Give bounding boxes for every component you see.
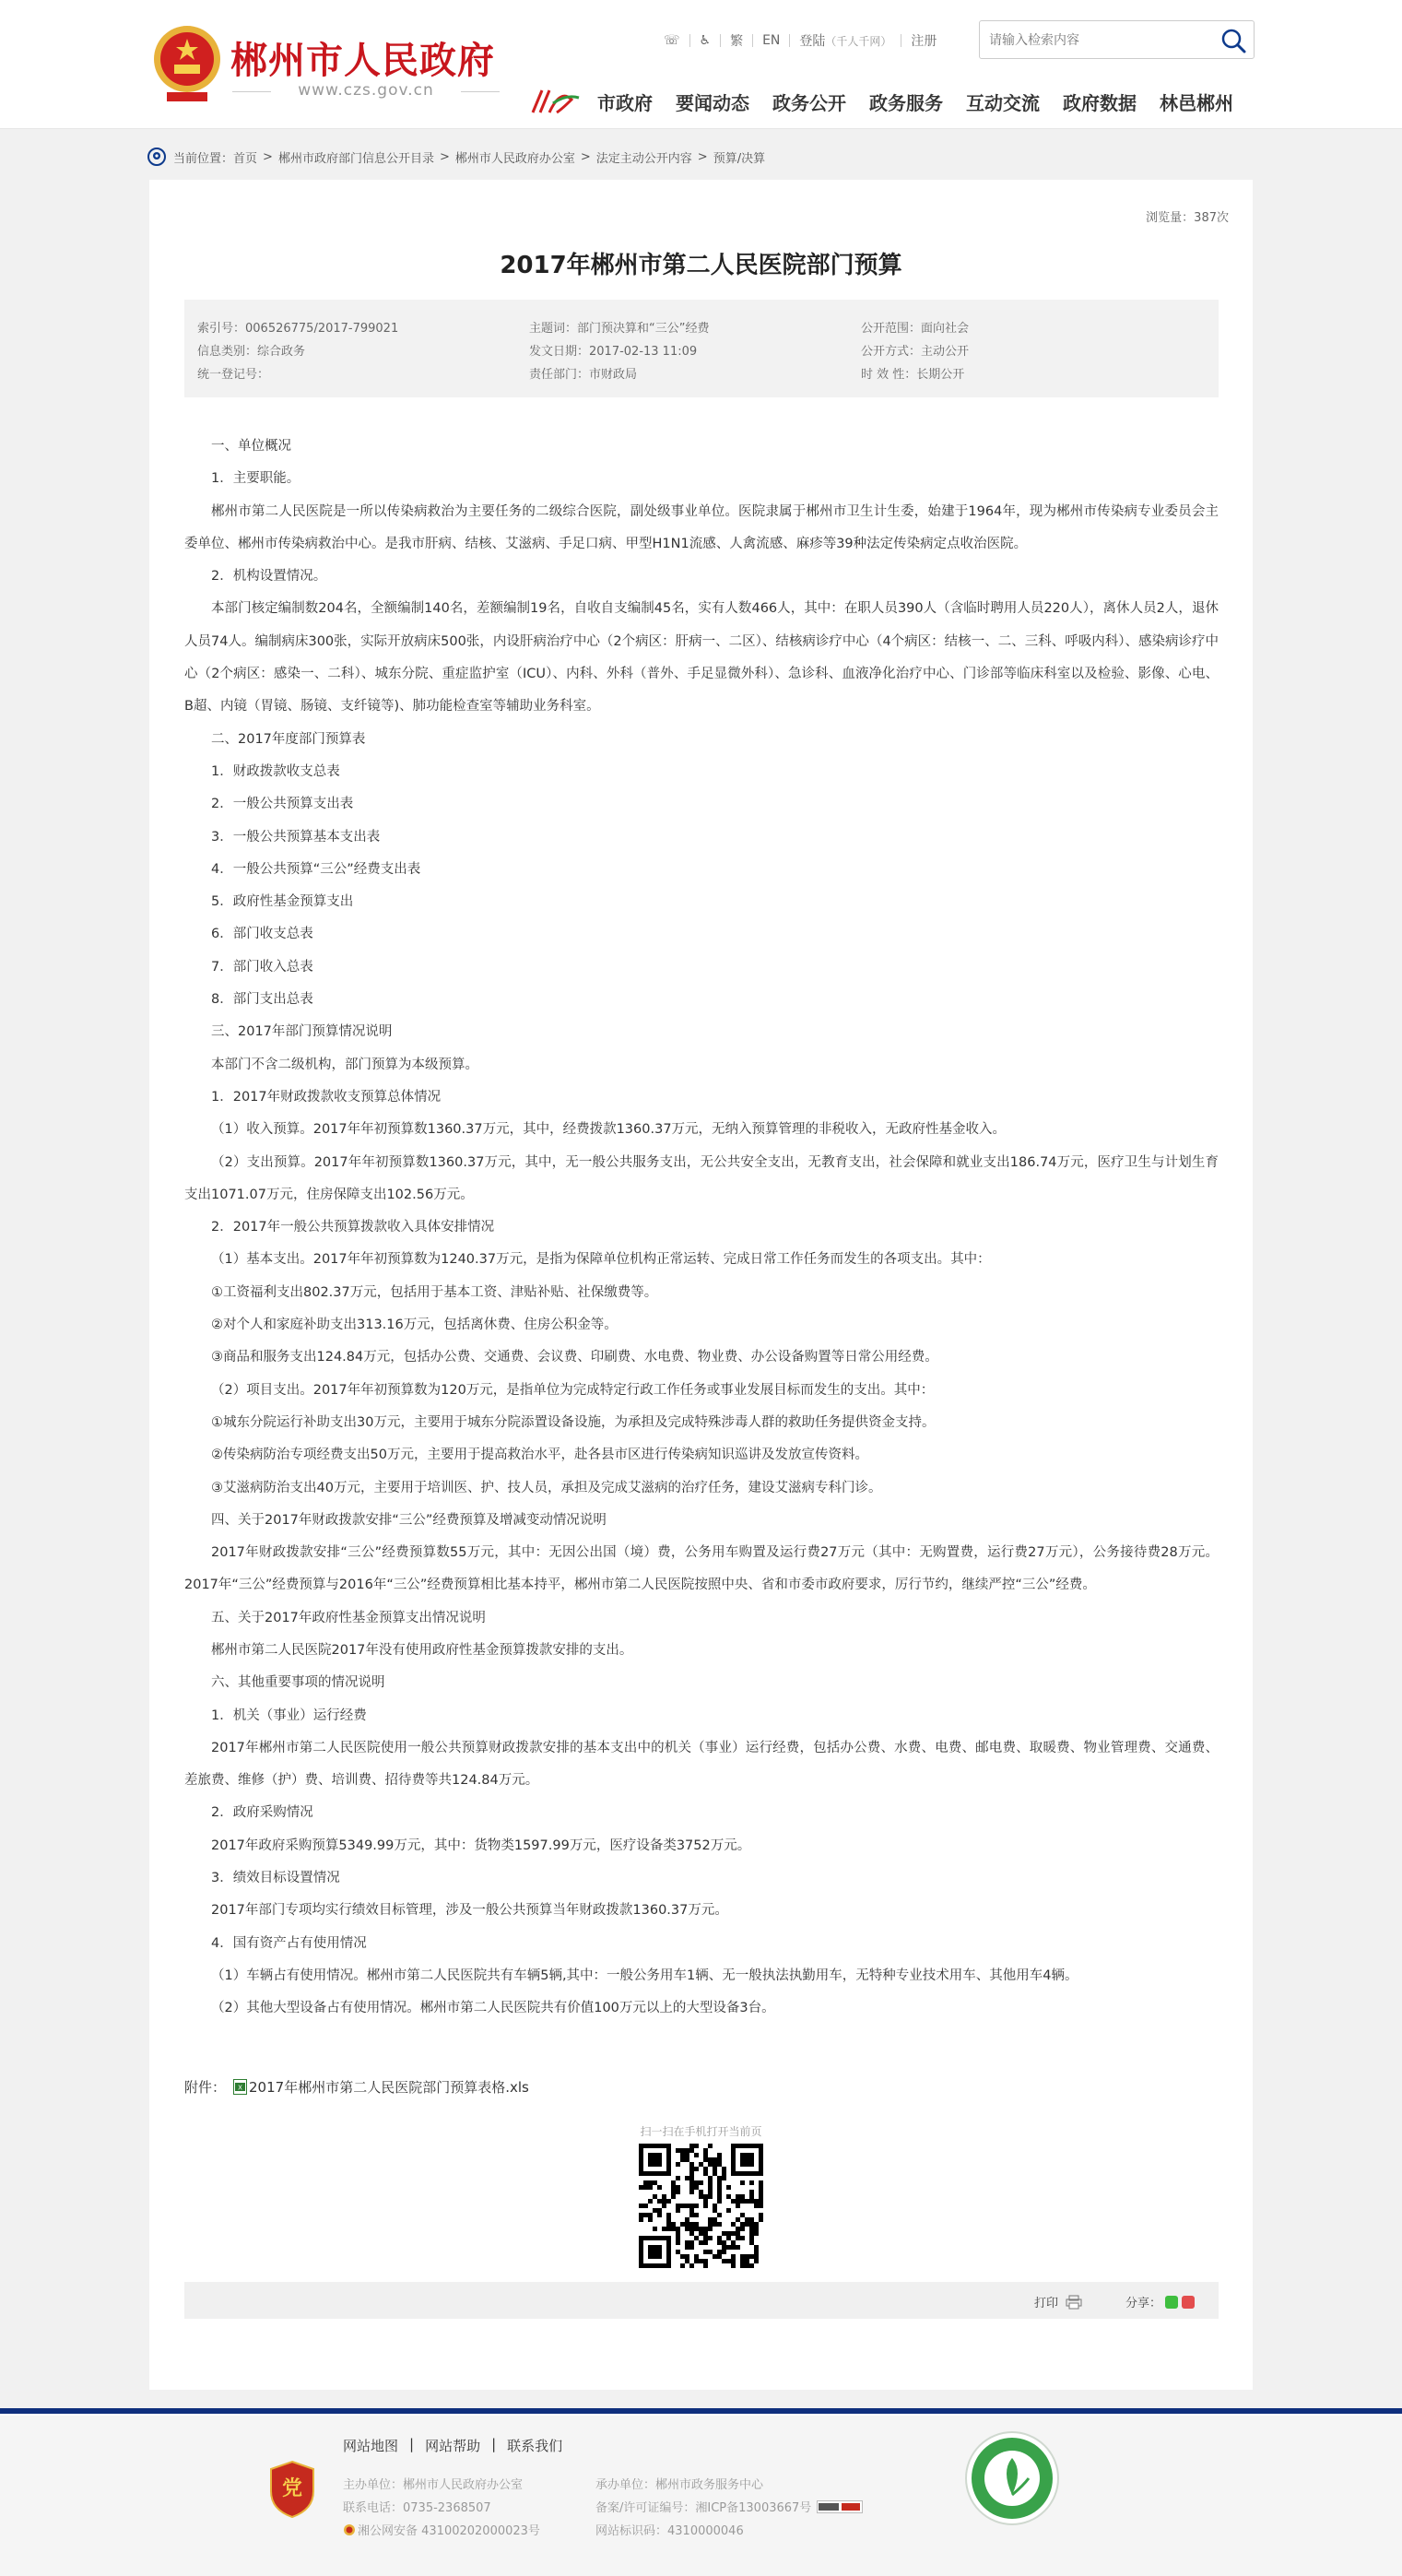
footer-separator: |: [409, 2436, 415, 2452]
breadcrumb-separator: >: [439, 149, 450, 164]
article-body: [184, 431, 1219, 2026]
article-paragraph: 郴州市第二人民医院是一所以传染病救治为主要任务的二级综合医院，副处级事业单位。医院隶属于郴州市卫生计生委，始建于1964年，现为郴州市传染病专业委员会主委单位、郴州市传染病救治中心。是我市肝病、结核、艾滋病、手足口病、甲型H1N1流感、人禽流感、麻疹等39种法定传染病定点收治医院。: [184, 503, 1219, 551]
article-paragraph: ③艾滋病防治支出40万元，主要用于培训医、护、技人员，承担及完成艾滋病的治疗任务，建设艾滋病专科门诊。: [211, 1480, 882, 1495]
article-paragraph: ②对个人和家庭补助支出313.16万元，包括离休费、住房公积金等。: [211, 1318, 618, 1333]
meta-category: 信息类别：综合政务: [197, 345, 306, 359]
breadcrumb: [147, 148, 765, 166]
police-badge-icon: [343, 2523, 356, 2536]
share-label: 分享：: [1125, 2297, 1161, 2310]
breadcrumb-home[interactable]: 首页: [233, 151, 258, 166]
footer-links: [343, 2436, 562, 2455]
article-toolbar: [184, 2282, 1219, 2319]
national-emblem-icon[interactable]: [152, 22, 222, 103]
footer-separator: |: [491, 2436, 497, 2452]
article-paragraph: 四、关于2017年财政拨款安排“三公”经费预算及增减变动情况说明: [211, 1512, 607, 1528]
wheelchair-icon[interactable]: ♿: [699, 33, 712, 48]
article-paragraph: 六、其他重要事项的情况说明: [211, 1675, 385, 1691]
breadcrumb-catalog[interactable]: 郴州市政府部门信息公开目录: [277, 151, 434, 166]
meta-subject: 主题词：部门预决算和“三公”经费: [529, 322, 710, 336]
location-pin-icon: [147, 148, 166, 166]
svg-text:党: 党: [281, 2476, 303, 2500]
footer-contact-link[interactable]: 联系我们: [507, 2438, 563, 2454]
meta-reg-no: 统一登记号：: [197, 368, 270, 382]
site-name[interactable]: 郴州市人民政府: [230, 40, 495, 82]
footer-icp-text: 备案/许可证编号：湘ICP备13003667号: [595, 2501, 812, 2515]
article-paragraph: （1）收入预算。2017年年初预算数1360.37万元，其中，经费拨款1360.37万元，无纳入预算管理的非税收入，无政府性基金收入。: [211, 1122, 1007, 1138]
footer-police-text: 湘公网安备 43100202000023号: [358, 2524, 540, 2538]
article-paragraph: （2）支出预算。2017年年初预算数1360.37万元，其中，无一般公共服务支出，无公共安全支出，无教育支出，社会保障和就业支出186.74万元，医疗卫生与计划生育支出1071.07万元，住房保障支出102.56万元。: [184, 1154, 1219, 1202]
print-button[interactable]: [1034, 2293, 1082, 2310]
article-paragraph: 2．一般公共预算支出表: [211, 797, 354, 812]
nav-linyi-chenzhou[interactable]: 林邑郴州: [1160, 92, 1233, 114]
nav-news[interactable]: 要闻动态: [676, 92, 749, 114]
breadcrumb-separator: >: [263, 149, 273, 164]
article-paragraph: ①城东分院运行补助支出30万元，主要用于城东分院添置设备设施，为承担及完成特殊涉毒人群的救助任务提供资金支持。: [211, 1414, 936, 1430]
article-paragraph: 3．绩效目标设置情况: [211, 1871, 340, 1886]
breadcrumb-office[interactable]: 郴州市人民政府办公室: [454, 151, 575, 166]
article-paragraph: 一、单位概况: [211, 439, 291, 454]
divider: [789, 34, 790, 47]
nav-government-affairs-open[interactable]: 政务公开: [772, 92, 846, 114]
article-paragraph: 郴州市第二人民医院2017年没有使用政府性基金预算拨款安排的支出。: [211, 1642, 633, 1658]
article-paragraph: 2017年政府采购预算5349.99万元，其中：货物类1597.99万元，医疗设备类3752万元。: [211, 1837, 751, 1853]
share-bar: [1125, 2293, 1195, 2310]
meta-date: 发文日期：2017-02-13 11:09: [529, 345, 698, 359]
traditional-chinese-link[interactable]: 繁: [730, 34, 744, 49]
article-paragraph: 2．机构设置情况。: [211, 569, 327, 585]
article-paragraph: 2．政府采购情况: [211, 1805, 313, 1821]
article-paragraph: 8．部门支出总表: [211, 992, 313, 1008]
accessibility-icon[interactable]: ☏: [664, 33, 680, 48]
footer-operator: 承办单位：郴州市政务服务中心: [595, 2478, 764, 2492]
meta-scope: 公开范围：面向社会: [861, 322, 970, 336]
attachment: [184, 2077, 529, 2097]
article-paragraph: 1．机关（事业）运行经费: [211, 1707, 367, 1723]
register-link[interactable]: 注册: [911, 34, 937, 49]
footer-sitemap-link[interactable]: 网站地图: [343, 2438, 399, 2454]
footer-host: 主办单位：郴州市人民政府办公室: [343, 2478, 524, 2492]
article-paragraph: 本部门核定编制数204名，全额编制140名，差额编制19名，自收自支编制45名，实有人数466人，其中：在职人员390人（含临时聘用人员220人），离休人员2人，退休人员74人。编制病床300张，实际开放病床500张，内设肝病治疗中心（2个病区：肝病一、二区）、结核病诊疗中心（4个病区：结核一、二、三科、呼吸内科）、感染病诊疗中心（2个病区：感染一、二科）、城东分院、重症监护室（ICU）、内科、外科（普外、手足显微外科）、急诊科、血液净化治疗中心、门诊部等临床科室以及检验、影像、心电、B超、内镜（胃镜、肠镜、支纤镜等)、肺功能检查室等辅助业务科室。: [184, 601, 1219, 715]
article-paragraph: （1）车辆占有使用情况。郴州市第二人民医院共有车辆5辆,其中：一般公务用车1辆、无一般执法执勤用车，无特种专业技术用车、其他用车4辆。: [211, 1967, 1078, 1983]
divider: [689, 34, 690, 47]
nav-city-government[interactable]: 市政府: [597, 92, 653, 114]
wechat-share-icon[interactable]: [1165, 2296, 1178, 2309]
article-paragraph: 2．2017年一般公共预算拨款收入具体安排情况: [211, 1220, 495, 1235]
view-count: 浏览量：387次: [1146, 211, 1229, 225]
article-paragraph: 4．一般公共预算“三公”经费支出表: [211, 861, 421, 877]
article-paragraph: 3．一般公共预算基本支出表: [211, 829, 381, 845]
article-paragraph: 2017年部门专项均实行绩效目标管理，涉及一般公共预算当年财政拨款1360.37万元。: [211, 1903, 728, 1919]
meta-dept: 责任部门：市财政局: [529, 368, 638, 382]
breadcrumb-statutory-content[interactable]: 法定主动公开内容: [595, 151, 692, 166]
article-container: [149, 180, 1253, 2390]
article-paragraph: 2017年财政拨款安排“三公”经费预算数55万元，其中：无因公出国（境）费，公务用车购置及运行费27万元（其中：无购置费，运行费27万元），公务接待费28万元。2017年“三公”经费预算与2016年“三公”经费预算相比基本持平，郴州市第二人民医院按照中央、省和市委市政府要求，厉行节约，继续严控“三公”经费。: [184, 1545, 1219, 1593]
breadcrumb-label: 当前位置：: [173, 151, 234, 166]
article-paragraph: 2017年郴州市第二人民医院使用一般公共预算财政拨款安排的基本支出中的机关（事业）运行经费，包括办公费、水费、电费、邮电费、取暖费、物业管理费、交通费、差旅费、维修（护）费、培训费、招待费等共124.84万元。: [184, 1740, 1219, 1789]
article-paragraph: 7．部门收入总表: [211, 959, 313, 975]
footer-help-link[interactable]: 网站帮助: [425, 2438, 481, 2454]
english-link[interactable]: EN: [762, 33, 781, 48]
footer-phone: 联系电话：0735-2368507: [343, 2501, 491, 2515]
breadcrumb-separator: >: [580, 149, 591, 164]
divider: [752, 34, 753, 47]
site-header: [0, 0, 1402, 129]
article-paragraph: 本部门不含二级机构，部门预算为本级预算。: [211, 1057, 478, 1072]
city-logo-icon: [529, 85, 581, 116]
breadcrumb-separator: >: [697, 149, 708, 164]
login-note: （千人千网）: [825, 34, 892, 48]
search-box: [979, 20, 1255, 59]
main-nav: [597, 89, 1256, 115]
article-paragraph: ③商品和服务支出124.84万元，包括办公费、交通费、会议费、印刷费、水电费、物业费、办公设备购置等日常公用经费。: [211, 1350, 938, 1365]
article-paragraph: （2）其他大型设备占有使用情况。郴州市第二人民医院共有价值100万元以上的大型设备3台。: [211, 2001, 775, 2016]
search-input[interactable]: [989, 30, 1210, 52]
article-paragraph: （1）基本支出。2017年年初预算数为1240.37万元，是指为保障单位机构正常运转、完成日常工作任务而发生的各项支出。其中：: [211, 1252, 991, 1268]
divider: [720, 34, 721, 47]
page-title: 2017年郴州市第二人民医院部门预算: [500, 252, 902, 279]
site-footer: [0, 2408, 1402, 2576]
article-paragraph: 1．财政拨款收支总表: [211, 763, 340, 779]
footer-icp[interactable]: [595, 2498, 863, 2515]
article-paragraph: ①工资福利支出802.37万元，包括用于基本工资、津贴补贴、社保缴费等。: [211, 1284, 658, 1300]
meta-index-no: 索引号：006526775/2017-799021: [197, 322, 399, 336]
article-paragraph: 5．政府性基金预算支出: [211, 894, 354, 910]
svg-text:X: X: [238, 2084, 242, 2092]
attachment-label: 附件：: [184, 2079, 227, 2096]
qr-caption: 扫一扫在手机打开当前页: [640, 2125, 762, 2138]
printer-icon: [1066, 2295, 1082, 2310]
weibo-share-icon[interactable]: [1182, 2296, 1195, 2309]
excel-file-icon: [233, 2079, 247, 2095]
qr-code-icon: [639, 2144, 763, 2268]
nav-interaction[interactable]: 互动交流: [966, 92, 1040, 114]
cnnic-badge-icon: [817, 2500, 863, 2513]
search-icon[interactable]: [1220, 28, 1246, 53]
article-paragraph: 二、2017年度部门预算表: [211, 731, 366, 747]
article-paragraph: 1．主要职能。: [211, 471, 300, 487]
top-links: [664, 31, 937, 50]
footer-site-code: 网站标识码：4310000046: [595, 2524, 744, 2538]
civilized-city-badge-icon[interactable]: [964, 2430, 1060, 2526]
footer-divider: [0, 2414, 1402, 2416]
meta-method: 公开方式：主动公开: [861, 345, 970, 359]
site-url: www.czs.gov.cn: [232, 81, 500, 100]
article-paragraph: 三、2017年部门预算情况说明: [211, 1024, 393, 1040]
nav-government-services[interactable]: 政务服务: [869, 92, 943, 114]
footer-police-record[interactable]: [343, 2521, 540, 2538]
breadcrumb-budget[interactable]: 预算/决算: [713, 151, 766, 166]
metadata-table: [184, 300, 1219, 397]
article-paragraph: （2）项目支出。2017年年初预算数为120万元，是指单位为完成特定行政工作任务或事业发展目标而发生的支出。其中：: [211, 1382, 935, 1398]
meta-validity: 时 效 性：长期公开: [861, 368, 965, 382]
article-paragraph: 五、关于2017年政府性基金预算支出情况说明: [211, 1610, 486, 1625]
article-paragraph: 4．国有资产占有使用情况: [211, 1935, 367, 1951]
article-paragraph: ②传染病防治专项经费支出50万元，主要用于提高救治水平，赴各县市区进行传染病知识巡讲及发放宣传资料。: [211, 1448, 868, 1463]
attachment-link[interactable]: 2017年郴州市第二人民医院部门预算表格.xls: [249, 2079, 529, 2096]
print-label: 打印: [1033, 2297, 1058, 2310]
article-paragraph: 1．2017年财政拨款收支预算总体情况: [211, 1089, 442, 1105]
nav-government-data[interactable]: 政府数据: [1063, 92, 1137, 114]
government-badge-icon[interactable]: [269, 2460, 315, 2519]
login-link[interactable]: 登陆: [799, 34, 826, 49]
article-paragraph: 6．部门收支总表: [211, 927, 313, 942]
